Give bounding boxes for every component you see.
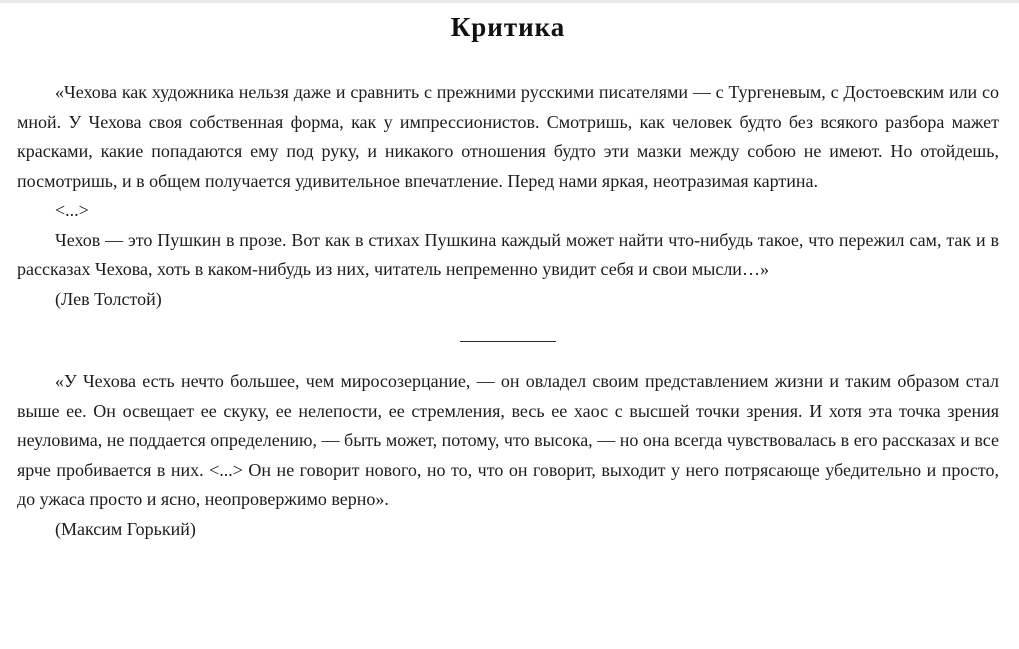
quote-paragraph: «Чехова как художника нельзя даже и сравнить с прежними русскими писателями — с Тургеневым, с Достоевским или со мной. У Чехова своя собственная форма, как у импрессионистов. Смотришь, как человек будто без всякого разбора мажет красками, какие попадаются ему под руку, и никакого отношения будто эти мазки между собою не имеют. Но отойдешь, посмотришь, и в общем получается удивительное впечатление. Перед нами яркая, неотразимая картина. bbox=[17, 82, 999, 191]
section-divider bbox=[460, 341, 556, 342]
article bbox=[17, 0, 999, 544]
quote-attribution: (Максим Горький) bbox=[55, 518, 196, 539]
quote-paragraph: «У Чехова есть нечто большее, чем миросозерцание, — он овладел своим представлением жизни и таким образом стал выше ее. Он освещает ее скуку, ее нелепости, ее стремления, весь ее хаос с высшей точки зрения. И хотя эта точка зрения неуловима, не поддается определению, — быть может, потому, что высока, — но она всегда чувствовалась в его рассказах и все ярче пробивается в них. <...> Он не говорит нового, но то, что он говорит, выходит у него потрясающе убедительно и просто, до ужаса просто и ясно, неопровержимо верно». bbox=[17, 371, 999, 509]
quote-attribution: (Лев Толстой) bbox=[55, 288, 162, 309]
gorky-quote bbox=[17, 367, 999, 544]
quote-paragraph: Чехов — это Пушкин в прозе. Вот как в стихах Пушкина каждый может найти что-нибудь такое, что пережил сам, так и в рассказах Чехова, хоть в каком-нибудь из них, читатель непременно увидит себя и свои мысли…» bbox=[17, 229, 999, 279]
page-title: Критика bbox=[450, 12, 566, 42]
tolstoy-quote bbox=[17, 78, 999, 314]
omission-mark: <...> bbox=[55, 200, 89, 220]
